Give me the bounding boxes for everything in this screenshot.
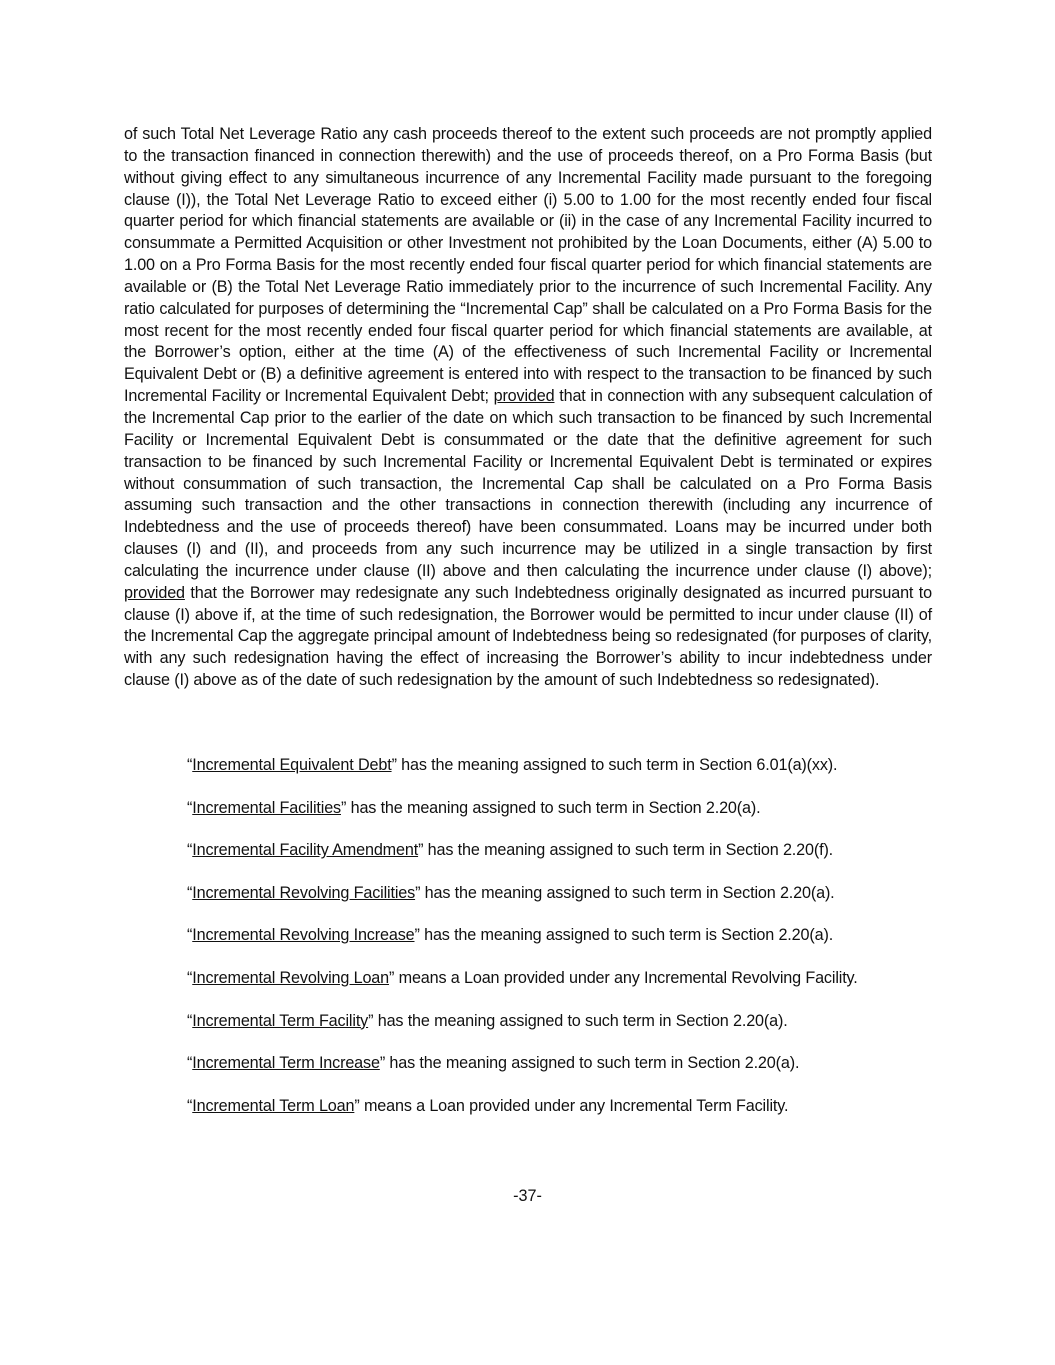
definition-item [187, 1053, 947, 1074]
definition-text: ” has the meaning assigned to such term in Section 2.20(a). [368, 1011, 788, 1030]
paragraph-text: that the Borrower may redesignate any such Indebtedness originally designated as incurred pursuant to clause (I) above if, at the time of such redesignation, the Borrower would be permitted to incur under clause (II) of the Incremental Cap the aggregate principal amount of Indebtedness being so redesignated (for purposes of clarity, with any such redesignation having the effect of increasing the Borrower’s ability to incur indebtedness under clause (I) above as of the date of such redesignation by the amount of such Indebtedness so redesignated). [124, 583, 932, 690]
definition-item [187, 840, 947, 861]
definition-text: ” has the meaning assigned to such term in Section 2.20(a). [341, 798, 761, 817]
defined-term: Incremental Equivalent Debt [192, 756, 392, 774]
open-quote: “ [187, 926, 193, 945]
definition-item [187, 883, 947, 904]
definitions-list [187, 755, 947, 1138]
defined-term: Incremental Term Facility [192, 1011, 369, 1030]
open-quote: “ [187, 1011, 193, 1030]
open-quote: “ [187, 756, 193, 774]
open-quote: “ [187, 1096, 193, 1115]
definition-item [187, 968, 947, 989]
defined-term: Incremental Revolving Facilities [192, 883, 416, 902]
defined-term: Incremental Revolving Increase [192, 926, 415, 945]
definition-item [187, 1011, 947, 1032]
paragraph-text: of such Total Net Leverage Ratio any cash proceeds thereof to the extent such proceeds are not promptly applied to the transaction financed in connection therewith) and the use of proceeds thereof, on a Pro Forma Basis (but without giving effect to any simultaneous incurrence of any Incremental Facility made pursuant to the foregoing clause (I)), the Total Net Leverage Ratio to exceed either (i) 5.00 to 1.00 for the most recently ended four fiscal quarter period for which financial statements are available or (ii) in the case of any Incremental Facility incurred to consummate a Permitted Acquisition or other Investment not prohibited by the Loan Documents, either (A) 5.00 to 1.00 on a Pro Forma Basis for the most recently ended four fiscal quarter period for which financial statements are available or (B) the Total Net Leverage Ratio immediately prior to the incurrence of such Incremental Facility. Any ratio calculated for purposes of determining the “Incremental Cap” shall be calculated on a Pro Forma Basis for the most recent for the most recently ended four fiscal quarter period for which financial statements are available, at the Borrower’s option, either at the time (A) of the effectiveness of such Incremental Facility or Incremental Equivalent Debt or (B) a definitive agreement is entered into with respect to the transaction to be financed by such Incremental Facility or Incremental Equivalent Debt; [124, 125, 932, 406]
open-quote: “ [187, 841, 193, 860]
definition-item [187, 1096, 947, 1117]
definition-text: ” has the meaning assigned to such term is Section 2.20(a). [414, 926, 834, 945]
provided-term: provided [493, 387, 555, 406]
defined-term: Incremental Facilities [192, 798, 341, 817]
open-quote: “ [187, 883, 193, 902]
open-quote: “ [187, 798, 193, 817]
page-number: -37- [513, 1187, 542, 1205]
provided-term: provided [124, 583, 185, 602]
definition-text: ” means a Loan provided under any Incremental Revolving Facility. [389, 968, 858, 987]
definition-text: ” has the meaning assigned to such term in Section 2.20(f). [418, 841, 834, 860]
defined-term: Incremental Term Loan [192, 1096, 355, 1115]
defined-term: Incremental Term Increase [192, 1054, 380, 1073]
definition-text: ” has the meaning assigned to such term in Section 2.20(a). [379, 1054, 800, 1073]
defined-term: Incremental Revolving Loan [192, 968, 390, 987]
definition-item [187, 798, 947, 819]
definition-item [187, 925, 947, 946]
open-quote: “ [187, 968, 193, 987]
paragraph-text: that in connection with any subsequent calculation of the Incremental Cap prior to the earlier of the date on which such transaction to be financed by such Incremental Facility or Incremental Equivalent Debt is consummated or the date that the definitive agreement for such transaction to be financed by such Incremental Facility or Incremental Equivalent Debt is terminated or expires without consummation of such transaction, the Incremental Cap shall be calculated on a Pro Forma Basis assuming such transaction and the other transactions in connection therewith (including any incurrence of Indebtedness and the use of proceeds thereof) have been consummated. Loans may be incurred under both clauses (I) and (II), and proceeds from any such incurrence may be utilized in a single transaction by first calculating the incurrence under clause (II) above and then calculating the incurrence under clause (I) above); [124, 387, 932, 580]
definition-text: ” means a Loan provided under any Incremental Term Facility. [354, 1096, 789, 1115]
definition-item [187, 755, 947, 776]
open-quote: “ [187, 1054, 193, 1073]
definition-text: ” has the meaning assigned to such term in Section 2.20(a). [415, 883, 835, 902]
definition-text: ” has the meaning assigned to such term in Section 6.01(a)(xx). [391, 756, 838, 774]
defined-term: Incremental Facility Amendment [192, 841, 419, 860]
body-paragraph [124, 124, 932, 692]
